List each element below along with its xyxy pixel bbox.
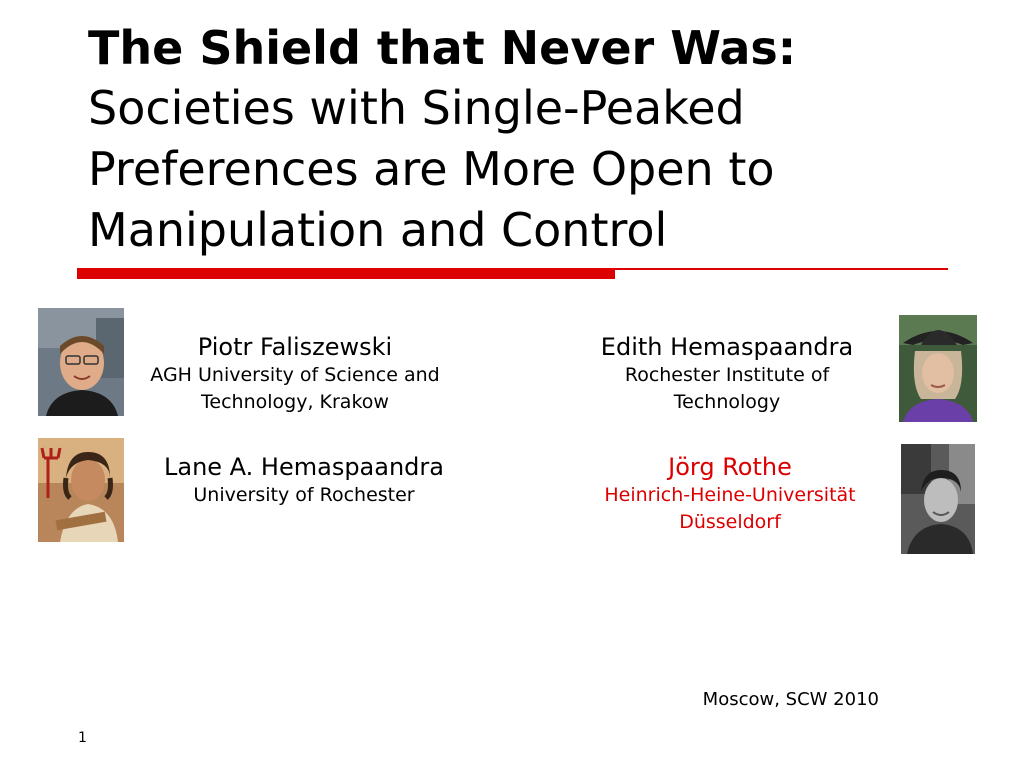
slide-title (88, 18, 948, 261)
title-rule-thin (614, 268, 948, 270)
author-lane-hemaspaandra (134, 452, 474, 509)
author-photo-lane-hemaspaandra (38, 438, 124, 542)
author-affiliation: Rochester Institute of Technology (624, 364, 830, 413)
author-rothe (572, 452, 888, 536)
author-affiliation: University of Rochester (193, 484, 415, 506)
slide-number: 1 (78, 730, 87, 746)
author-affiliation: AGH University of Science and Technology, Krakow (150, 364, 440, 413)
author-affiliation: Heinrich-Heine-Universität Düsseldorf (604, 484, 856, 533)
author-faliszewski (140, 332, 450, 416)
title-rule-thick (77, 268, 615, 279)
author-name: Edith Hemaspaandra (600, 333, 854, 361)
author-edith-hemaspaandra (572, 332, 882, 416)
title-main: The Shield that Never Was: (88, 21, 797, 75)
title-subtitle: Societies with Single-Peaked Preferences are More Open to Manipulation and Control (88, 81, 775, 257)
author-name: Jörg Rothe (668, 453, 792, 481)
author-name: Piotr Faliszewski (197, 333, 393, 361)
author-photo-edith-hemaspaandra (899, 315, 977, 422)
author-name: Lane A. Hemaspaandra (163, 453, 444, 481)
author-photo-faliszewski (38, 308, 124, 416)
author-photo-rothe (901, 444, 975, 554)
footer-place: Moscow, SCW 2010 (702, 689, 879, 710)
